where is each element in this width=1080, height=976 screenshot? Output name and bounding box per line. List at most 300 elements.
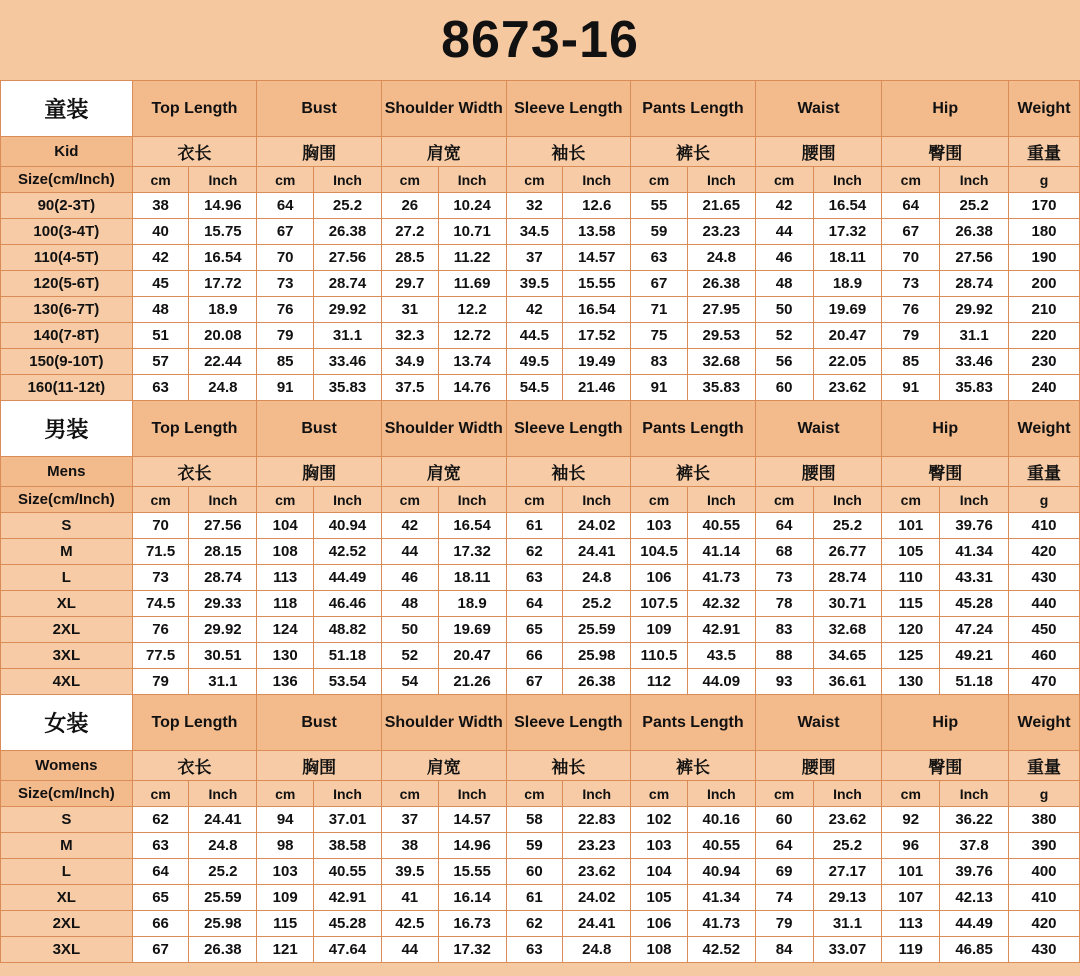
table-cell: 35.83 — [314, 375, 382, 401]
unit-cell: Inch — [813, 781, 882, 807]
table-cell: 37.5 — [381, 375, 438, 401]
size-label-line2: Size(cm/Inch) — [1, 487, 133, 513]
table-cell: 45.28 — [314, 911, 382, 937]
table-cell: 27.56 — [314, 245, 382, 271]
measure-header-en: Top Length — [132, 81, 257, 137]
table-cell: 27.17 — [813, 859, 882, 885]
table-cell: 33.46 — [314, 349, 382, 375]
measure-header-en: Top Length — [132, 695, 257, 751]
unit-cell: g — [1009, 167, 1080, 193]
unit-cell: cm — [882, 781, 940, 807]
unit-cell: cm — [631, 167, 688, 193]
table-cell: 115 — [882, 591, 940, 617]
row-size-label: M — [1, 539, 133, 565]
table-cell: 39.76 — [940, 859, 1009, 885]
unit-cell: Inch — [314, 781, 382, 807]
table-cell: 13.58 — [563, 219, 631, 245]
unit-cell: Inch — [940, 167, 1009, 193]
size-chart-table — [0, 80, 1080, 963]
table-cell: 460 — [1009, 643, 1080, 669]
unit-cell: cm — [132, 781, 189, 807]
unit-cell: Inch — [813, 167, 882, 193]
table-cell: 25.2 — [813, 513, 882, 539]
table-row — [1, 297, 1080, 323]
row-size-label: XL — [1, 885, 133, 911]
unit-cell: g — [1009, 781, 1080, 807]
unit-cell: Inch — [314, 487, 382, 513]
table-cell: 130 — [257, 643, 314, 669]
table-cell: 25.98 — [189, 911, 257, 937]
table-cell: 54 — [381, 669, 438, 695]
table-cell: 51 — [132, 323, 189, 349]
table-cell: 17.32 — [813, 219, 882, 245]
table-cell: 48 — [755, 271, 813, 297]
measure-header-en: Waist — [755, 81, 882, 137]
table-cell: 51.18 — [314, 643, 382, 669]
table-cell: 34.5 — [506, 219, 563, 245]
table-cell: 94 — [257, 807, 314, 833]
table-cell: 49.21 — [940, 643, 1009, 669]
table-cell: 12.2 — [438, 297, 506, 323]
table-cell: 125 — [882, 643, 940, 669]
row-size-label: S — [1, 513, 133, 539]
table-cell: 25.59 — [189, 885, 257, 911]
table-cell: 92 — [882, 807, 940, 833]
row-size-label: 150(9-10T) — [1, 349, 133, 375]
table-cell: 42.52 — [314, 539, 382, 565]
table-cell: 105 — [882, 539, 940, 565]
table-cell: 41.73 — [687, 565, 755, 591]
table-cell: 76 — [882, 297, 940, 323]
table-cell: 105 — [631, 885, 688, 911]
table-cell: 64 — [882, 193, 940, 219]
table-cell: 410 — [1009, 513, 1080, 539]
table-cell: 44 — [755, 219, 813, 245]
measure-header-cn: 臀围 — [882, 751, 1009, 781]
measure-header-cn: 袖长 — [506, 751, 631, 781]
table-cell: 85 — [882, 349, 940, 375]
unit-cell: Inch — [189, 487, 257, 513]
table-cell: 64 — [755, 833, 813, 859]
table-cell: 48 — [381, 591, 438, 617]
table-row — [1, 885, 1080, 911]
table-cell: 61 — [506, 513, 563, 539]
table-cell: 380 — [1009, 807, 1080, 833]
table-cell: 19.49 — [563, 349, 631, 375]
table-cell: 33.07 — [813, 937, 882, 963]
table-row — [1, 591, 1080, 617]
table-cell: 22.83 — [563, 807, 631, 833]
unit-cell: Inch — [687, 167, 755, 193]
table-cell: 109 — [257, 885, 314, 911]
row-size-label: 3XL — [1, 643, 133, 669]
table-cell: 85 — [257, 349, 314, 375]
table-cell: 41.73 — [687, 911, 755, 937]
measure-header-cn: 裤长 — [631, 457, 756, 487]
table-cell: 25.2 — [813, 833, 882, 859]
unit-cell: Inch — [189, 167, 257, 193]
table-cell: 42.13 — [940, 885, 1009, 911]
table-cell: 39.76 — [940, 513, 1009, 539]
table-cell: 46 — [381, 565, 438, 591]
table-row — [1, 539, 1080, 565]
row-size-label: 140(7-8T) — [1, 323, 133, 349]
measure-header-cn: 臀围 — [882, 137, 1009, 167]
table-cell: 45.28 — [940, 591, 1009, 617]
table-cell: 16.14 — [438, 885, 506, 911]
table-cell: 70 — [882, 245, 940, 271]
table-cell: 63 — [631, 245, 688, 271]
table-cell: 26.38 — [189, 937, 257, 963]
table-cell: 46.85 — [940, 937, 1009, 963]
section-label: 童装 — [1, 81, 133, 137]
table-cell: 19.69 — [813, 297, 882, 323]
page-title: 8673-16 — [441, 11, 639, 69]
table-cell: 84 — [755, 937, 813, 963]
table-cell: 64 — [506, 591, 563, 617]
table-cell: 60 — [755, 807, 813, 833]
table-cell: 60 — [506, 859, 563, 885]
table-cell: 29.13 — [813, 885, 882, 911]
table-cell: 40.55 — [314, 859, 382, 885]
table-cell: 33.46 — [940, 349, 1009, 375]
table-cell: 67 — [132, 937, 189, 963]
unit-cell: cm — [755, 487, 813, 513]
table-cell: 83 — [631, 349, 688, 375]
table-cell: 230 — [1009, 349, 1080, 375]
table-cell: 17.32 — [438, 937, 506, 963]
table-cell: 44.49 — [314, 565, 382, 591]
table-cell: 68 — [755, 539, 813, 565]
row-size-label: 2XL — [1, 911, 133, 937]
table-cell: 24.8 — [189, 375, 257, 401]
measure-header-cn: 肩宽 — [381, 137, 506, 167]
table-cell: 29.92 — [940, 297, 1009, 323]
table-cell: 25.2 — [314, 193, 382, 219]
table-cell: 42 — [506, 297, 563, 323]
table-cell: 74.5 — [132, 591, 189, 617]
measure-header-en: Pants Length — [631, 401, 756, 457]
table-cell: 31.1 — [940, 323, 1009, 349]
table-cell: 36.22 — [940, 807, 1009, 833]
table-cell: 29.53 — [687, 323, 755, 349]
measure-header-cn: 腰围 — [755, 751, 882, 781]
table-cell: 63 — [132, 375, 189, 401]
table-cell: 103 — [631, 833, 688, 859]
table-cell: 98 — [257, 833, 314, 859]
table-cell: 83 — [755, 617, 813, 643]
table-cell: 70 — [132, 513, 189, 539]
measure-header-en: Bust — [257, 695, 382, 751]
table-cell: 35.83 — [940, 375, 1009, 401]
measure-header-en: Sleeve Length — [506, 401, 631, 457]
unit-cell: cm — [257, 487, 314, 513]
table-cell: 190 — [1009, 245, 1080, 271]
table-row — [1, 323, 1080, 349]
table-row — [1, 859, 1080, 885]
table-cell: 91 — [631, 375, 688, 401]
table-cell: 28.74 — [813, 565, 882, 591]
table-cell: 64 — [755, 513, 813, 539]
table-cell: 40 — [132, 219, 189, 245]
table-cell: 79 — [882, 323, 940, 349]
section-cn-header-row — [1, 137, 1080, 167]
table-cell: 40.94 — [687, 859, 755, 885]
table-cell: 32 — [506, 193, 563, 219]
unit-cell: cm — [882, 167, 940, 193]
table-cell: 14.76 — [438, 375, 506, 401]
table-cell: 48.82 — [314, 617, 382, 643]
section-banner-row — [1, 401, 1080, 457]
table-cell: 42 — [132, 245, 189, 271]
table-cell: 390 — [1009, 833, 1080, 859]
table-cell: 34.9 — [381, 349, 438, 375]
table-cell: 42.91 — [687, 617, 755, 643]
section-banner-row — [1, 695, 1080, 751]
table-cell: 25.2 — [189, 859, 257, 885]
measure-header-cn: 重量 — [1009, 751, 1080, 781]
table-cell: 13.74 — [438, 349, 506, 375]
table-cell: 48 — [132, 297, 189, 323]
unit-cell: cm — [132, 487, 189, 513]
unit-row — [1, 487, 1080, 513]
table-cell: 77.5 — [132, 643, 189, 669]
row-size-label: 2XL — [1, 617, 133, 643]
table-cell: 44.09 — [687, 669, 755, 695]
unit-cell: cm — [257, 167, 314, 193]
table-cell: 30.71 — [813, 591, 882, 617]
unit-cell: Inch — [438, 781, 506, 807]
table-cell: 73 — [257, 271, 314, 297]
size-label-line1: Womens — [1, 751, 133, 781]
measure-header-cn: 臀围 — [882, 457, 1009, 487]
table-cell: 79 — [755, 911, 813, 937]
table-cell: 11.69 — [438, 271, 506, 297]
unit-cell: cm — [631, 487, 688, 513]
table-cell: 50 — [381, 617, 438, 643]
table-cell: 24.41 — [563, 539, 631, 565]
table-cell: 91 — [257, 375, 314, 401]
table-cell: 19.69 — [438, 617, 506, 643]
size-label-line1: Mens — [1, 457, 133, 487]
measure-header-en: Hip — [882, 81, 1009, 137]
table-cell: 45 — [132, 271, 189, 297]
table-cell: 76 — [132, 617, 189, 643]
table-cell: 63 — [506, 937, 563, 963]
table-cell: 450 — [1009, 617, 1080, 643]
table-cell: 50 — [755, 297, 813, 323]
measure-header-cn: 重量 — [1009, 137, 1080, 167]
row-size-label: S — [1, 807, 133, 833]
unit-cell: cm — [882, 487, 940, 513]
table-cell: 106 — [631, 911, 688, 937]
table-cell: 59 — [631, 219, 688, 245]
table-cell: 39.5 — [381, 859, 438, 885]
table-cell: 75 — [631, 323, 688, 349]
table-cell: 62 — [132, 807, 189, 833]
table-cell: 103 — [257, 859, 314, 885]
table-cell: 113 — [257, 565, 314, 591]
table-cell: 46.46 — [314, 591, 382, 617]
table-cell: 71.5 — [132, 539, 189, 565]
table-cell: 20.47 — [813, 323, 882, 349]
table-cell: 28.15 — [189, 539, 257, 565]
table-cell: 28.74 — [314, 271, 382, 297]
table-cell: 38 — [381, 833, 438, 859]
table-cell: 29.7 — [381, 271, 438, 297]
measure-header-en: Waist — [755, 401, 882, 457]
table-cell: 240 — [1009, 375, 1080, 401]
table-cell: 53.54 — [314, 669, 382, 695]
table-cell: 27.95 — [687, 297, 755, 323]
unit-cell: cm — [381, 781, 438, 807]
unit-cell: Inch — [438, 167, 506, 193]
table-cell: 91 — [882, 375, 940, 401]
unit-cell: Inch — [940, 781, 1009, 807]
table-cell: 35.83 — [687, 375, 755, 401]
section-cn-header-row — [1, 751, 1080, 781]
unit-cell: cm — [506, 487, 563, 513]
table-cell: 23.62 — [813, 375, 882, 401]
table-cell: 60 — [755, 375, 813, 401]
table-cell: 44.5 — [506, 323, 563, 349]
table-cell: 40.94 — [314, 513, 382, 539]
table-cell: 22.44 — [189, 349, 257, 375]
row-size-label: 4XL — [1, 669, 133, 695]
row-size-label: L — [1, 565, 133, 591]
table-cell: 26.38 — [563, 669, 631, 695]
table-cell: 78 — [755, 591, 813, 617]
table-row — [1, 513, 1080, 539]
table-cell: 32.68 — [687, 349, 755, 375]
table-cell: 18.9 — [189, 297, 257, 323]
measure-header-en: Pants Length — [631, 81, 756, 137]
table-cell: 10.71 — [438, 219, 506, 245]
table-cell: 41 — [381, 885, 438, 911]
table-cell: 18.9 — [438, 591, 506, 617]
unit-cell: Inch — [438, 487, 506, 513]
section-label: 男装 — [1, 401, 133, 457]
measure-header-cn: 袖长 — [506, 137, 631, 167]
table-cell: 108 — [257, 539, 314, 565]
table-cell: 31.1 — [314, 323, 382, 349]
table-cell: 12.72 — [438, 323, 506, 349]
table-cell: 26.38 — [314, 219, 382, 245]
section-cn-header-row — [1, 457, 1080, 487]
table-cell: 24.8 — [189, 833, 257, 859]
unit-cell: cm — [132, 167, 189, 193]
table-cell: 58 — [506, 807, 563, 833]
table-cell: 41.34 — [687, 885, 755, 911]
table-cell: 67 — [882, 219, 940, 245]
table-cell: 66 — [506, 643, 563, 669]
table-cell: 25.98 — [563, 643, 631, 669]
measure-header-en: Weight — [1009, 81, 1080, 137]
table-cell: 104 — [257, 513, 314, 539]
table-cell: 27.56 — [940, 245, 1009, 271]
table-cell: 27.56 — [189, 513, 257, 539]
table-cell: 65 — [506, 617, 563, 643]
table-cell: 107.5 — [631, 591, 688, 617]
table-cell: 47.24 — [940, 617, 1009, 643]
table-cell: 23.23 — [563, 833, 631, 859]
measure-header-cn: 裤长 — [631, 751, 756, 781]
table-row — [1, 643, 1080, 669]
size-label-line1: Kid — [1, 137, 133, 167]
row-size-label: L — [1, 859, 133, 885]
table-cell: 74 — [755, 885, 813, 911]
table-cell: 180 — [1009, 219, 1080, 245]
table-cell: 56 — [755, 349, 813, 375]
table-cell: 124 — [257, 617, 314, 643]
measure-header-en: Pants Length — [631, 695, 756, 751]
unit-cell: cm — [381, 487, 438, 513]
table-cell: 104.5 — [631, 539, 688, 565]
table-cell: 14.57 — [563, 245, 631, 271]
unit-cell: cm — [381, 167, 438, 193]
measure-header-en: Weight — [1009, 695, 1080, 751]
table-cell: 18.9 — [813, 271, 882, 297]
table-row — [1, 349, 1080, 375]
table-cell: 24.8 — [687, 245, 755, 271]
measure-header-en: Bust — [257, 401, 382, 457]
table-cell: 61 — [506, 885, 563, 911]
table-cell: 39.5 — [506, 271, 563, 297]
table-row — [1, 219, 1080, 245]
table-cell: 24.02 — [563, 885, 631, 911]
unit-cell: Inch — [687, 487, 755, 513]
table-cell: 44 — [381, 539, 438, 565]
table-cell: 24.41 — [563, 911, 631, 937]
table-cell: 118 — [257, 591, 314, 617]
table-cell: 25.59 — [563, 617, 631, 643]
table-cell: 42.5 — [381, 911, 438, 937]
table-cell: 136 — [257, 669, 314, 695]
table-cell: 11.22 — [438, 245, 506, 271]
table-cell: 15.75 — [189, 219, 257, 245]
table-cell: 109 — [631, 617, 688, 643]
table-cell: 34.65 — [813, 643, 882, 669]
table-cell: 113 — [882, 911, 940, 937]
table-cell: 93 — [755, 669, 813, 695]
table-cell: 440 — [1009, 591, 1080, 617]
table-cell: 37.8 — [940, 833, 1009, 859]
table-cell: 170 — [1009, 193, 1080, 219]
measure-header-en: Top Length — [132, 401, 257, 457]
measure-header-cn: 肩宽 — [381, 457, 506, 487]
table-cell: 106 — [631, 565, 688, 591]
table-cell: 37.01 — [314, 807, 382, 833]
table-cell: 18.11 — [438, 565, 506, 591]
table-row — [1, 833, 1080, 859]
table-row — [1, 193, 1080, 219]
table-cell: 28.74 — [189, 565, 257, 591]
table-cell: 15.55 — [563, 271, 631, 297]
table-cell: 40.55 — [687, 833, 755, 859]
table-cell: 42.32 — [687, 591, 755, 617]
unit-cell: Inch — [563, 487, 631, 513]
table-cell: 110.5 — [631, 643, 688, 669]
measure-header-cn: 腰围 — [755, 457, 882, 487]
table-cell: 62 — [506, 539, 563, 565]
table-cell: 54.5 — [506, 375, 563, 401]
unit-cell: Inch — [687, 781, 755, 807]
table-cell: 10.24 — [438, 193, 506, 219]
measure-header-cn: 衣长 — [132, 137, 257, 167]
unit-cell: g — [1009, 487, 1080, 513]
table-cell: 430 — [1009, 937, 1080, 963]
row-size-label: 160(11-12t) — [1, 375, 133, 401]
